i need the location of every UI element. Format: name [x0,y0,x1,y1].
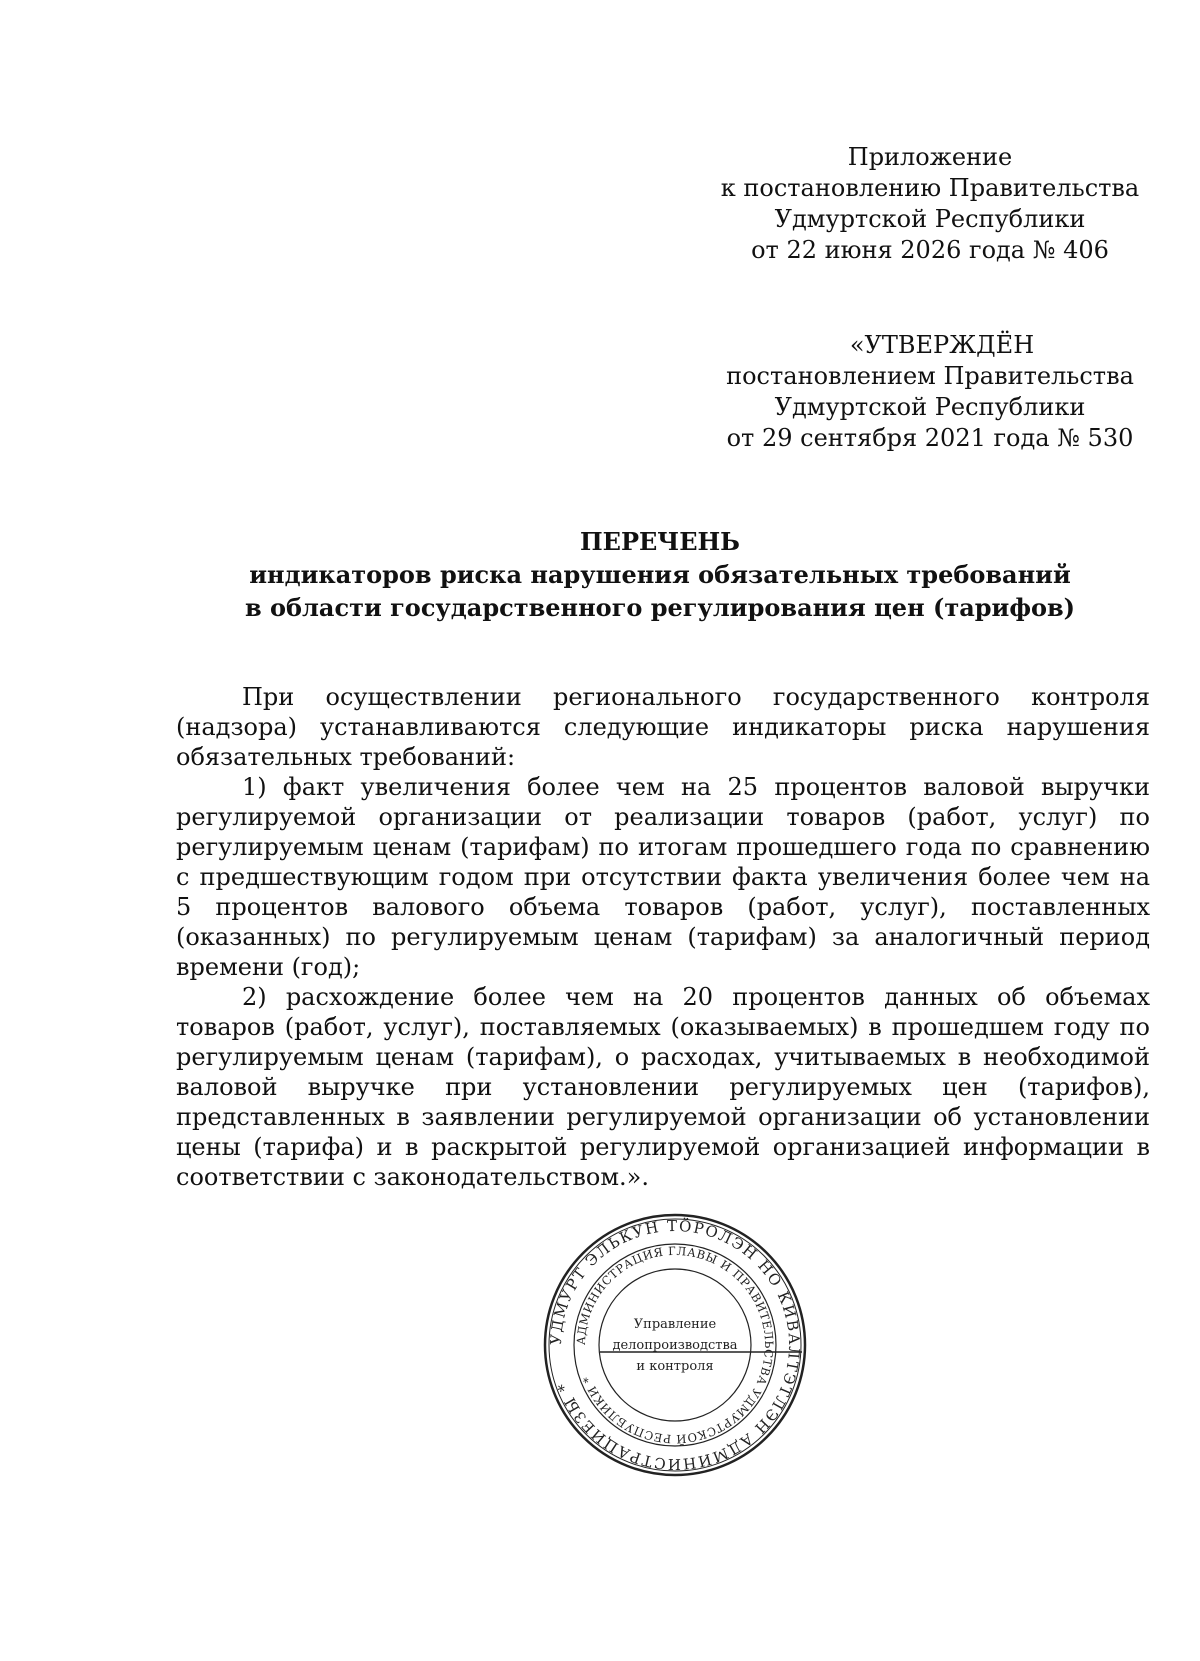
appendix-line: от 22 июня 2026 года № 406 [751,236,1109,264]
seal-center-line-2: делопроизводства [612,1338,738,1353]
appendix-block [720,142,1140,266]
seal-outer-text: УДМУРТ ЭЛЬКУН ТӦРОЛЭН НО КИВАЛТЭТЛЭН АДМИНИСТРАЦИЕЗЫ * [546,1216,804,1474]
heading-subtitle-line: индикаторов риска нарушения обязательных требований [249,560,1071,589]
appendix-line: Приложение [847,143,1013,171]
seal-center-line-1: Управление [633,1317,717,1332]
official-seal [540,1210,810,1480]
approval-line: от 29 сентября 2021 года № 530 [726,424,1134,452]
approval-block [720,330,1140,454]
body-paragraph-intro: При осуществлении регионального государственного контроля (надзора) устанавливаются следующие индикаторы риска нарушения обязательных требований: [176,683,1150,771]
body-paragraph-item-2: 2) расхождение более чем на 20 процентов данных об объемах товаров (работ, услуг), поставляемых (оказываемых) в прошедшем году по регулируемым ценам (тарифам), о расходах, учитываемых в необходимой валовой выручке при установлении регулируемых цен (тарифов), представленных в заявлении регулируемой организации об установлении цены (тарифа) и в раскрытой регулируемой организацией информации в соответствии с законодательством.». [176,983,1150,1191]
document-body [176,682,1150,1192]
approval-line: Удмуртской Республики [774,393,1086,421]
seal-center-line-3: и контроля [636,1359,714,1374]
appendix-line: к постановлению Правительства [720,174,1140,202]
appendix-line: Удмуртской Республики [774,205,1086,233]
approval-line: постановлением Правительства [726,362,1134,390]
heading-subtitle-line: в области государственного регулирования цен (тарифов) [244,593,1076,622]
body-paragraph-item-1: 1) факт увеличения более чем на 25 процентов валовой выручки регулируемой организации от реализации товаров (работ, услуг) по регулируемым ценам (тарифам) по итогам прошедшего года по сравнению с предшествующим годом при отсутствии факта увеличения более чем на 5 процентов валового объема товаров (работ, услуг), поставленных (оказанных) по регулируемым ценам (тарифам) за аналогичный период времени (год); [176,773,1150,981]
seal-inner-text: АДМИНИСТРАЦИЯ ГЛАВЫ И ПРАВИТЕЛЬСТВА УДМУРТСКОЙ РЕСПУБЛИКИ * [573,1243,777,1447]
document-heading [170,525,1150,624]
heading-title: ПЕРЕЧЕНЬ [580,527,740,556]
approval-line: «УТВЕРЖДЁН [849,331,1035,359]
seal-graphic [540,1210,810,1480]
